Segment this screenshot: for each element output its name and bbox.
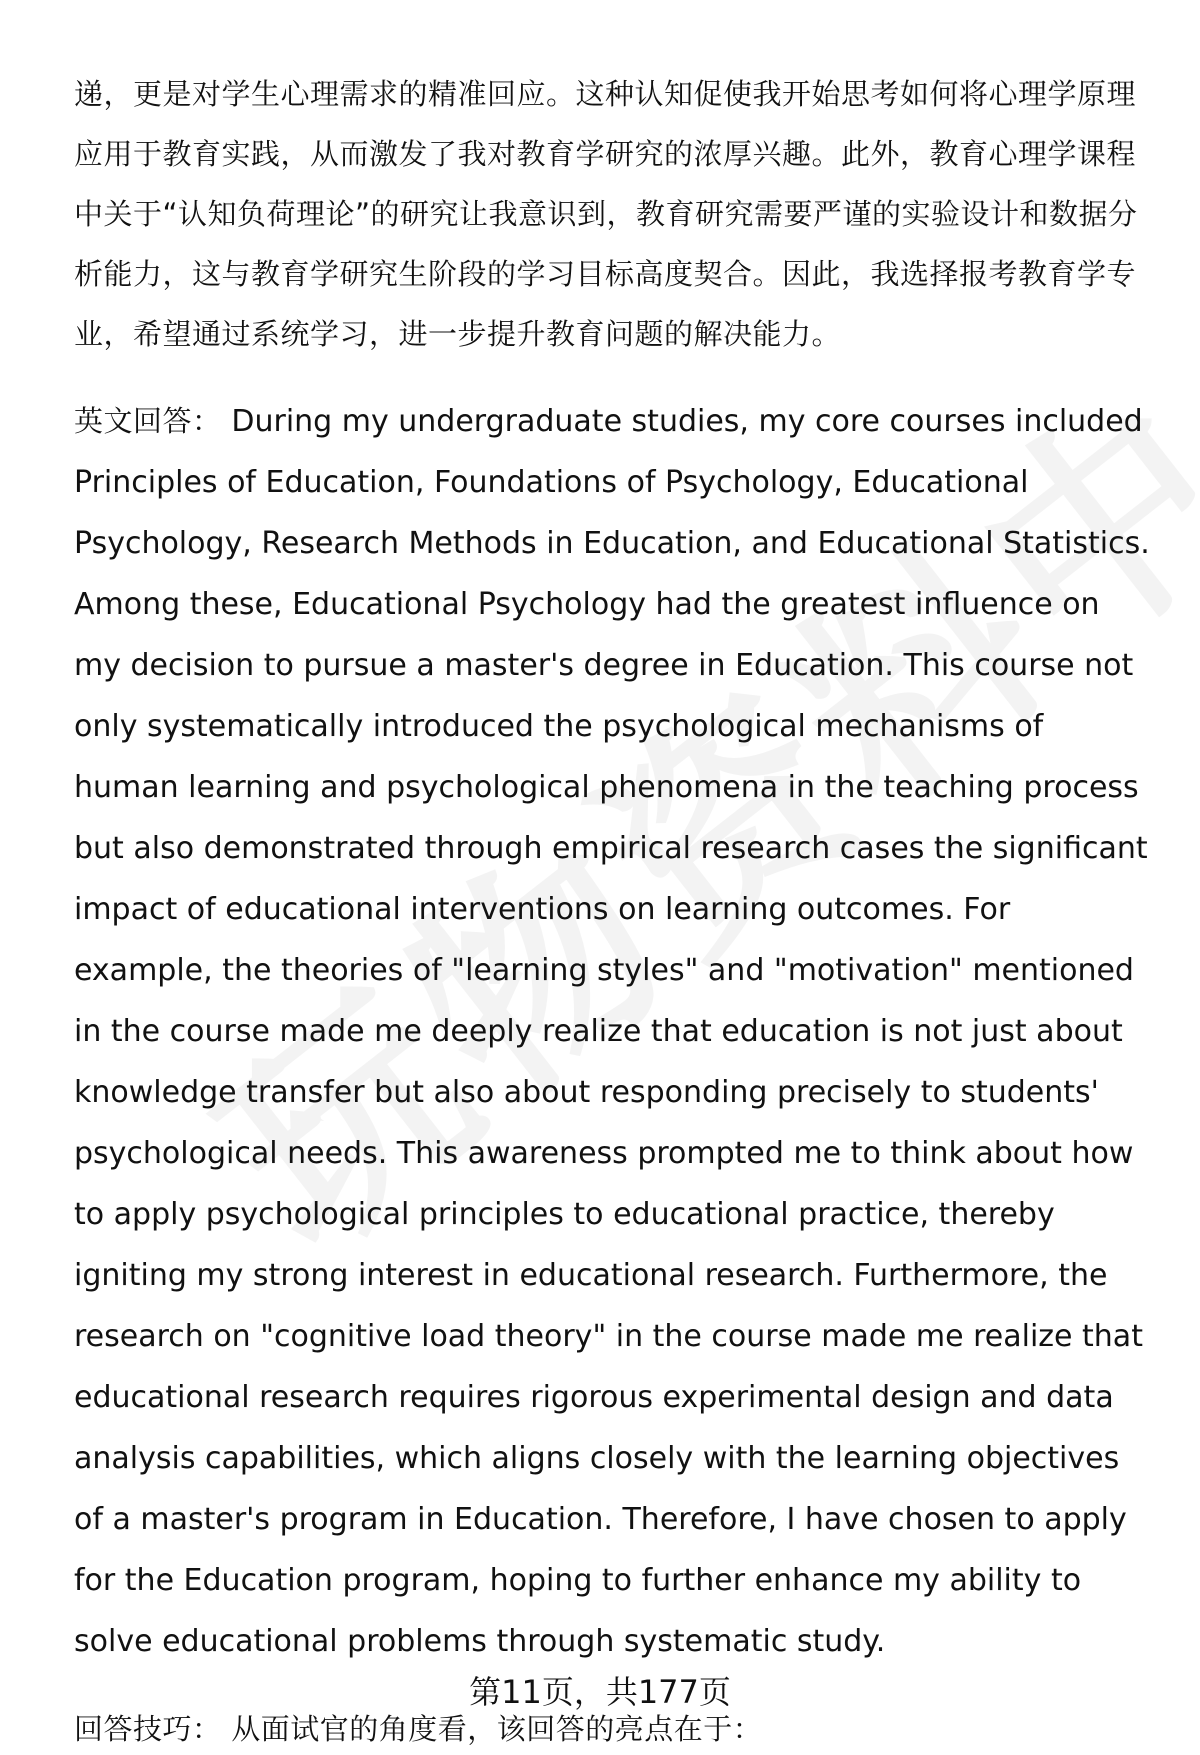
answer-tips-label: 回答技巧： [74,1712,222,1746]
english-answer-text: During my undergraduate studies, my core courses included Principles of Education, Foundations of Psychology, Educational Psychology, Research Methods in Education, and Educational Statistics. Among these, Educational Psychology had the greatest influence on my decision to pursue a master's degree in Education. This course not only systematically introduced the psychological mechanisms of human learning and psychological phenomena in the teaching process but also demonstrated through empirical research cases the significant impact of educational interventions on learning outcomes. For example, the theories of "learning styles" and "motivation" mentioned in the course made me deeply realize that education is not just about knowledge transfer but also about responding precisely to students' psychological needs. This awareness prompted me to think about how to apply psychological principles to educational practice, thereby igniting my strong interest in educational research. Furthermore, the research on "cognitive load theory" in the course made me realize that educational research requires rigorous experimental design and data analysis capabilities, which aligns closely with the learning objectives of a master's program in Education. Therefore, I have chosen to apply for the Education program, hoping to further enhance my ability to solve educational problems through systematic study. [74,404,1150,1659]
english-answer-paragraph [74,391,1154,1672]
answer-tips-text: 从面试官的角度看，该回答的亮点在于： [231,1712,763,1746]
page-number-footer: 第11页，共177页 [469,1673,731,1711]
paragraph-gap [74,364,1154,391]
chinese-answer-continuation: 递，更是对学生心理需求的精准回应。这种认知促使我开始思考如何将心理学原理应用于教育实践，从而激发了我对教育学研究的浓厚兴趣。此外，教育心理学课程中关于“认知负荷理论”的研究让我意识到，教育研究需要严谨的实验设计和数据分析能力，这与教育学研究生阶段的学习目标高度契合。因此，我选择报考教育学专业，希望通过系统学习，进一步提升教育问题的解决能力。 [74,77,1138,351]
page-content [74,64,1154,1755]
english-answer-label: 英文回答： [74,404,222,438]
